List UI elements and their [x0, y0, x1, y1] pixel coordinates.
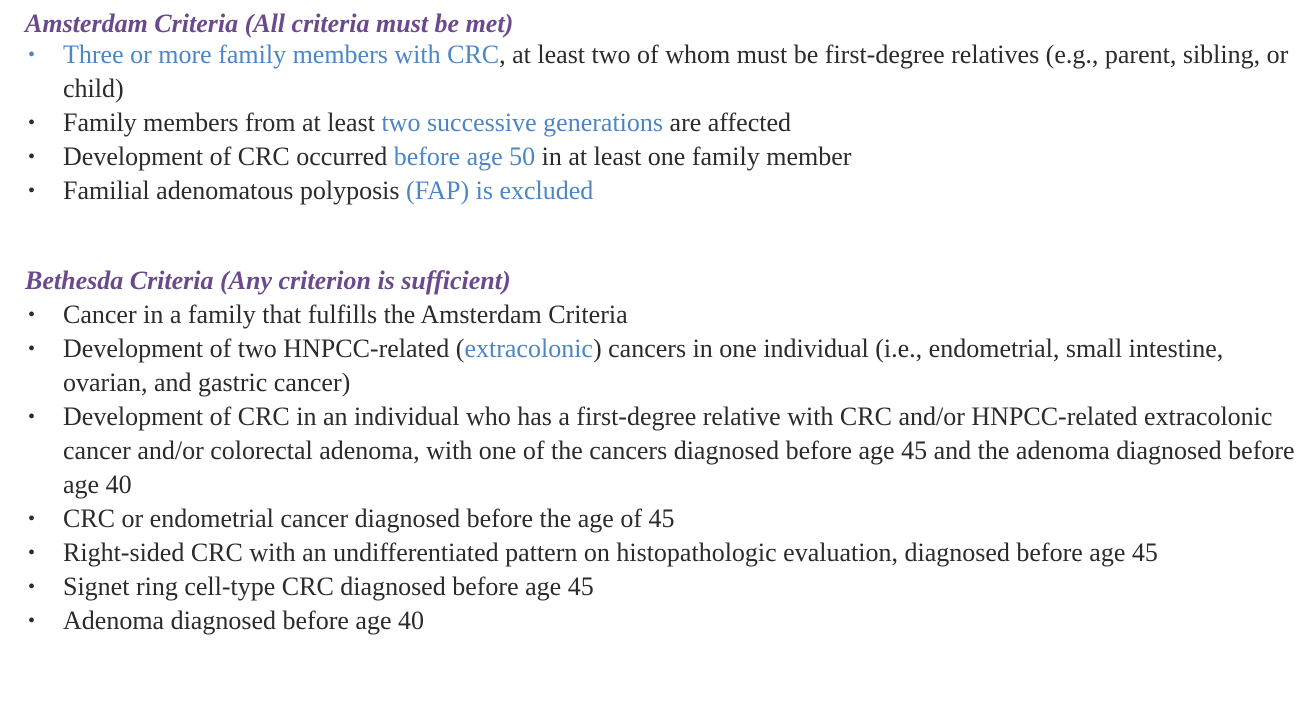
- item-highlight: two successive generations: [381, 108, 664, 137]
- item-text: Familial adenomatous polyposis: [63, 176, 407, 205]
- bethesda-heading: Bethesda Criteria (Any criterion is sufficient): [25, 266, 511, 295]
- bullet-icon: •: [28, 304, 36, 326]
- item-text: CRC or endometrial cancer diagnosed before the age of 45: [63, 504, 675, 533]
- bullet-icon: •: [28, 146, 36, 168]
- item-text: in at least one family member: [535, 142, 852, 171]
- bullet-icon: •: [28, 406, 36, 428]
- item-text: , at least two of whom must be first-degree relatives (e.g., parent, sibling, or child): [63, 40, 1289, 103]
- bullet-icon: •: [28, 542, 36, 564]
- list-item: [28, 106, 1298, 140]
- item-text: Signet ring cell-type CRC diagnosed before age 45: [63, 572, 594, 601]
- list-item: [28, 502, 1298, 536]
- bullet-icon: •: [28, 112, 36, 134]
- list-item: [28, 174, 1298, 208]
- amsterdam-list: [28, 38, 1298, 208]
- list-item: [28, 332, 1298, 400]
- item-text: Right-sided CRC with an undifferentiated pattern on histopathologic evaluation, diagnosed before age 45: [63, 538, 1158, 567]
- item-highlight: extracolonic: [464, 334, 593, 363]
- list-item: [28, 140, 1298, 174]
- list-item: [28, 298, 1298, 332]
- item-highlight: Three or more family members with CRC: [63, 40, 500, 69]
- item-text: Cancer in a family that fulfills the Amsterdam Criteria: [63, 300, 628, 329]
- list-item: [28, 400, 1298, 502]
- list-item: [28, 38, 1298, 106]
- item-highlight: (FAP) is excluded: [406, 176, 594, 205]
- bullet-icon: •: [28, 180, 36, 202]
- item-text: ) cancers in one individual (i.e., endometrial, small intestine, ovarian, and gastric cancer): [63, 334, 1224, 397]
- item-text: Family members from at least: [63, 108, 382, 137]
- item-highlight: before age 50: [393, 142, 536, 171]
- bullet-icon: •: [28, 44, 36, 66]
- bullet-icon: •: [28, 508, 36, 530]
- bullet-icon: •: [28, 338, 36, 360]
- item-text: are affected: [663, 108, 791, 137]
- item-text: Development of two HNPCC-related (: [63, 334, 465, 363]
- item-text: Development of CRC occurred: [63, 142, 394, 171]
- list-item: [28, 536, 1298, 570]
- list-item: [28, 570, 1298, 604]
- bethesda-list: [28, 298, 1298, 638]
- item-text: Development of CRC in an individual who has a first-degree relative with CRC and/or HNPCC-related extracolonic cancer and/or colorectal adenoma, with one of the cancers diagnosed before age 45 and the adenoma diagnosed before age 40: [63, 402, 1295, 499]
- bullet-icon: •: [28, 576, 36, 598]
- amsterdam-heading: Amsterdam Criteria (All criteria must be met): [25, 9, 514, 38]
- bullet-icon: •: [28, 610, 36, 632]
- list-item: [28, 604, 1298, 638]
- item-text: Adenoma diagnosed before age 40: [63, 606, 424, 635]
